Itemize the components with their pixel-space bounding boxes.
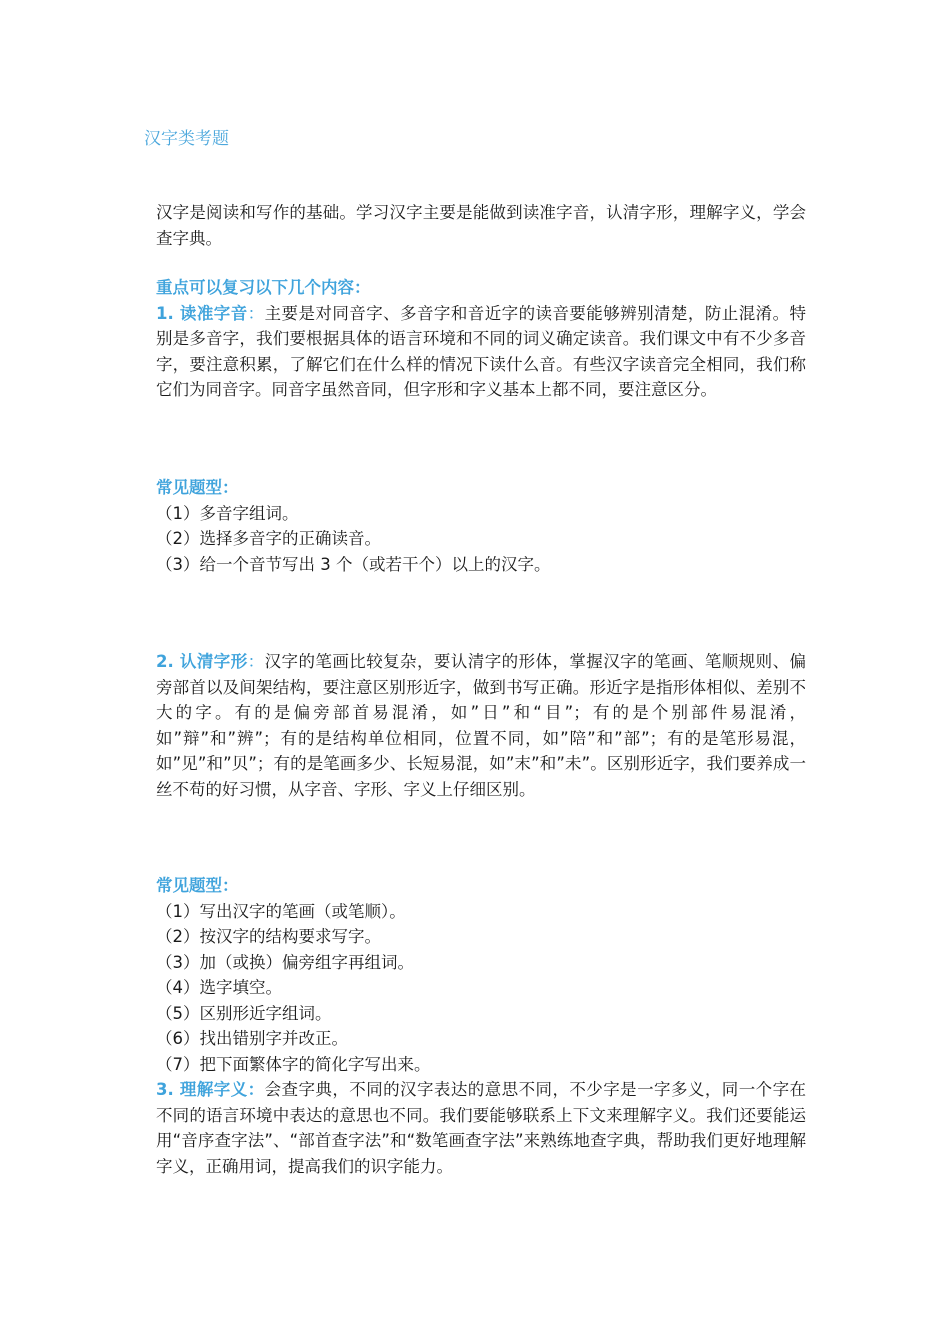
section1-colon: ：: [247, 303, 265, 323]
list-item: （5）区别形近字组词。: [156, 1003, 332, 1023]
list-item: （3）加（或换）偏旁组字再组词。: [156, 952, 414, 972]
list-item: （2）选择多音字的正确读音。: [156, 529, 381, 548]
section1-types-heading: 常见题型：: [156, 478, 239, 497]
list-item: （1）写出汉字的笔画（或笔顺）。: [156, 901, 406, 921]
review-heading: 重点可以复习以下几个内容：: [156, 278, 371, 297]
section1-types-list: [156, 501, 806, 578]
list-item: （6）找出错别字并改正。: [156, 1029, 348, 1048]
section1-label: 1. 读准字音: [156, 303, 248, 323]
section2-block: [156, 649, 806, 802]
section1-block: [156, 275, 806, 403]
section2-colon: ：: [247, 652, 265, 671]
list-item: （2）按汉字的结构要求写字。: [156, 927, 381, 946]
section3-text: 会查字典，不同的汉字表达的意思不同，不少字是一字多义，同一个字在不同的语言环境中表达的意思也不同。我们要能够联系上下文来理解字义。我们还要能运用“音序查字法”、“部首查字法”和“数笔画查字法”来熟练地查字典，帮助我们更好地理解字义，正确用词，提高我们的识字能力。: [156, 1080, 806, 1176]
list-item: （4）选字填空。: [156, 978, 282, 997]
list-item: （3）给一个音节写出 3 个（或若干个）以上的汉字。: [156, 554, 551, 574]
section1-text: 主要是对同音字、多音字和音近字的读音要能够辨别清楚，防止混淆。特别是多音字，我们要根据具体的语言环境和不同的词义确定读音。我们课文中有不少多音字，要注意积累，了解它们在什么样的情况下读什么音。有些汉字读音完全相同，我们称它们为同音字。同音字虽然音同，但字形和字义基本上都不同，要注意区分。: [156, 303, 806, 399]
intro-text: 汉字是阅读和写作的基础。学习汉字主要是能做到读准字音，认清字形，理解字义，学会查字典。: [156, 203, 806, 248]
section3-label: 3. 理解字义：: [156, 1080, 265, 1099]
section1-types-block: [156, 475, 806, 577]
intro-paragraph: [156, 200, 806, 251]
list-item: （1）多音字组词。: [156, 503, 299, 523]
section2-types-block: [156, 873, 806, 1179]
document-title: 汉字类考题: [144, 129, 229, 149]
section2-types-heading: 常见题型：: [156, 876, 239, 895]
section2-types-list: [156, 899, 806, 1078]
section1-paragraph: [156, 301, 806, 403]
section2-label: 2. 认清字形: [156, 652, 248, 671]
section3-paragraph: [156, 1077, 806, 1179]
list-item: （7）把下面繁体字的简化字写出来。: [156, 1054, 431, 1074]
section2-text: 汉字的笔画比较复杂，要认清字的形体，掌握汉字的笔画、笔顺规则、偏旁部首以及间架结构，要注意区别形近字，做到书写正确。形近字是指形体相似、差别不大的字。有的是偏旁部首易混淆，如”日”和“目”；有的是个别部件易混淆，如”辩”和”辨”；有的是结构单位相同，位置不同，如”陪”和”部”；有的是笔形易混，如”见”和”贝”；有的是笔画多少、长短易混，如”末”和”未”。区别形近字，我们要养成一丝不苟的好习惯，从字音、字形、字义上仔细区别。: [156, 652, 806, 799]
section2-paragraph: [156, 649, 806, 802]
